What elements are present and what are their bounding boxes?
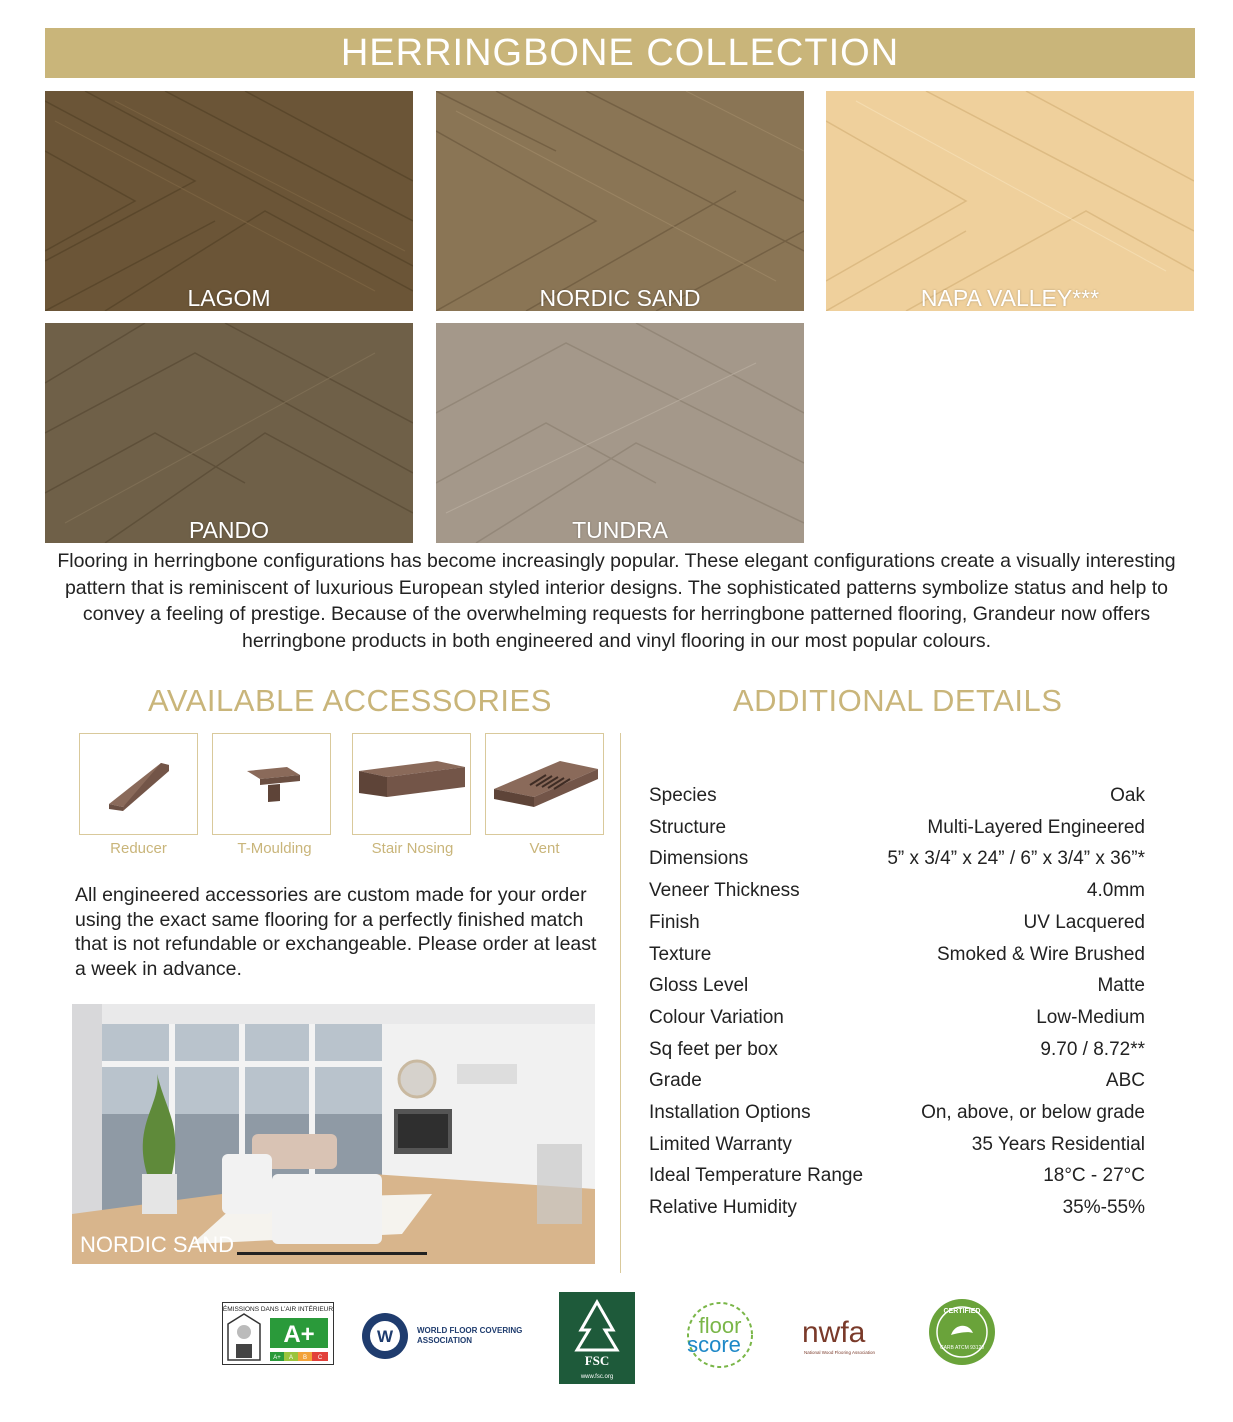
- details-row: [649, 1129, 1145, 1161]
- detail-value: 9.70 / 8.72**: [1040, 1038, 1145, 1060]
- nwfa-logo: [800, 1312, 890, 1360]
- wfca-logo: [360, 1310, 540, 1362]
- scale-label: A: [288, 1355, 294, 1361]
- detail-label: Sq feet per box: [649, 1038, 778, 1060]
- details-row: [649, 1065, 1145, 1097]
- detail-value: On, above, or below grade: [921, 1102, 1145, 1124]
- scale-label: A+: [273, 1355, 281, 1361]
- carb-logo: [917, 1297, 1007, 1367]
- detail-label: Gloss Level: [649, 975, 749, 997]
- details-row: [649, 1192, 1145, 1224]
- details-row: [649, 1002, 1145, 1034]
- reducer-icon: [99, 749, 179, 819]
- swatch-tundra[interactable]: [436, 323, 804, 543]
- accessory-t-moulding[interactable]: [212, 733, 331, 835]
- fsc-url: www.fsc.org: [580, 1374, 614, 1380]
- details-row: [649, 875, 1145, 907]
- room-photo: [72, 1004, 595, 1264]
- detail-label: Limited Warranty: [649, 1133, 792, 1155]
- wfca-line2: ASSOCIATION: [417, 1336, 472, 1345]
- details-table: [649, 780, 1145, 1224]
- detail-value: 5” x 3/4” x 24” / 6” x 3/4” x 36”*: [887, 848, 1145, 870]
- emissions-logo: [222, 1302, 334, 1365]
- detail-label: Dimensions: [649, 848, 749, 870]
- t-moulding-icon: [232, 749, 312, 819]
- detail-label: Veneer Thickness: [649, 880, 800, 902]
- carb-text: CARB ATCM 93120: [939, 1345, 985, 1351]
- wfca-mark: W: [376, 1327, 394, 1346]
- details-row: [649, 970, 1145, 1002]
- detail-value: Multi-Layered Engineered: [927, 816, 1145, 838]
- scale-label: B: [302, 1355, 308, 1361]
- detail-label: Ideal Temperature Range: [649, 1165, 864, 1187]
- column-divider: [620, 733, 621, 1273]
- detail-value: 35%-55%: [1062, 1197, 1145, 1219]
- stair-nosing-icon: [357, 749, 467, 819]
- scale-label: C: [317, 1355, 323, 1361]
- wood-texture: [45, 323, 413, 543]
- details-row: [649, 780, 1145, 812]
- details-row: [649, 812, 1145, 844]
- carb-top: CERTIFIED: [943, 1308, 981, 1315]
- accessory-label: T-Moulding: [237, 840, 312, 857]
- detail-value: 4.0mm: [1086, 880, 1145, 902]
- detail-label: Relative Humidity: [649, 1197, 797, 1219]
- accessories-note: All engineered accessories are custom made for your order using the exact same flooring for a perfectly finished match that is not refundable or exchangeable. Please order at least a week in advance.: [75, 884, 597, 980]
- nwfa-sub: National Wood Flooring Association: [804, 1350, 875, 1355]
- detail-label: Finish: [649, 911, 700, 933]
- floorscore-line2: score: [687, 1332, 741, 1357]
- emissions-grade: A+: [283, 1321, 315, 1348]
- accessory-label: Vent: [529, 840, 560, 857]
- vent-icon: [490, 749, 600, 819]
- swatch-nordic-sand[interactable]: [436, 91, 804, 311]
- fsc-logo: [559, 1292, 635, 1384]
- swatch-pando[interactable]: [45, 323, 413, 543]
- swatch-label: TUNDRA: [572, 517, 668, 543]
- details-row: [649, 1160, 1145, 1192]
- floorscore-logo: [670, 1300, 770, 1370]
- wood-texture: [45, 91, 413, 311]
- details-row: [649, 939, 1145, 971]
- nwfa-text: nwfa: [802, 1316, 866, 1349]
- swatch-label: NORDIC SAND: [539, 285, 701, 311]
- swatch-napa-valley[interactable]: [826, 91, 1194, 311]
- detail-label: Grade: [649, 1070, 702, 1092]
- fsc-text: FSC: [584, 1353, 610, 1368]
- floorscore-line1: floor: [698, 1313, 742, 1338]
- detail-value: UV Lacquered: [1023, 911, 1145, 933]
- detail-label: Installation Options: [649, 1102, 811, 1124]
- detail-value: Low-Medium: [1036, 1006, 1145, 1028]
- accessory-label: Stair Nosing: [371, 840, 454, 857]
- accessories-heading: AVAILABLE ACCESSORIES: [148, 683, 552, 718]
- details-row: [649, 1034, 1145, 1066]
- emissions-title: ÉMISSIONS DANS L’AIR INTÉRIEUR: [222, 1306, 334, 1313]
- wood-texture: [826, 91, 1194, 311]
- detail-value: ABC: [1105, 1070, 1145, 1092]
- swatch-label: NAPA VALLEY***: [920, 285, 1100, 311]
- detail-value: Matte: [1097, 975, 1145, 997]
- accessory-vent[interactable]: [485, 733, 604, 835]
- detail-value: Smoked & Wire Brushed: [936, 943, 1145, 965]
- details-heading: ADDITIONAL DETAILS: [733, 683, 1063, 718]
- swatch-label: LAGOM: [187, 285, 271, 311]
- collection-banner: [45, 28, 1195, 78]
- room-caption: NORDIC SAND: [80, 1232, 235, 1257]
- wood-texture: [436, 323, 804, 543]
- wfca-line1: WORLD FLOOR COVERING: [417, 1326, 523, 1335]
- accessory-reducer[interactable]: [79, 733, 198, 835]
- details-row: [649, 907, 1145, 939]
- collection-title: HERRINGBONE COLLECTION: [340, 31, 900, 74]
- accessory-label: Reducer: [110, 840, 167, 857]
- detail-value: Oak: [1110, 785, 1145, 806]
- intro-paragraph: Flooring in herringbone configurations has become increasingly popular. These elegant configurations create a visually interesting pattern that is reminiscent of luxurious European styled interior designs. The sophisticated patterns symbolize status and help to convey a feeling of prestige. Because of the overwhelming requests for herringbone patterned flooring, Grandeur now offers herringbone products in both engineered and vinyl flooring in our most popular colours.: [57, 550, 1176, 652]
- living-room-image: [72, 1004, 595, 1264]
- detail-value: 35 Years Residential: [971, 1133, 1145, 1155]
- detail-value: 18°C - 27°C: [1043, 1165, 1145, 1187]
- details-row: [649, 843, 1145, 875]
- wood-texture: [436, 91, 804, 311]
- detail-label: Species: [649, 785, 717, 806]
- swatch-lagom[interactable]: [45, 91, 413, 311]
- detail-label: Texture: [649, 943, 712, 965]
- details-row: [649, 1097, 1145, 1129]
- accessory-stair-nosing[interactable]: [352, 733, 471, 835]
- detail-label: Structure: [649, 816, 727, 838]
- swatch-label: PANDO: [188, 517, 270, 543]
- detail-label: Colour Variation: [649, 1006, 784, 1028]
